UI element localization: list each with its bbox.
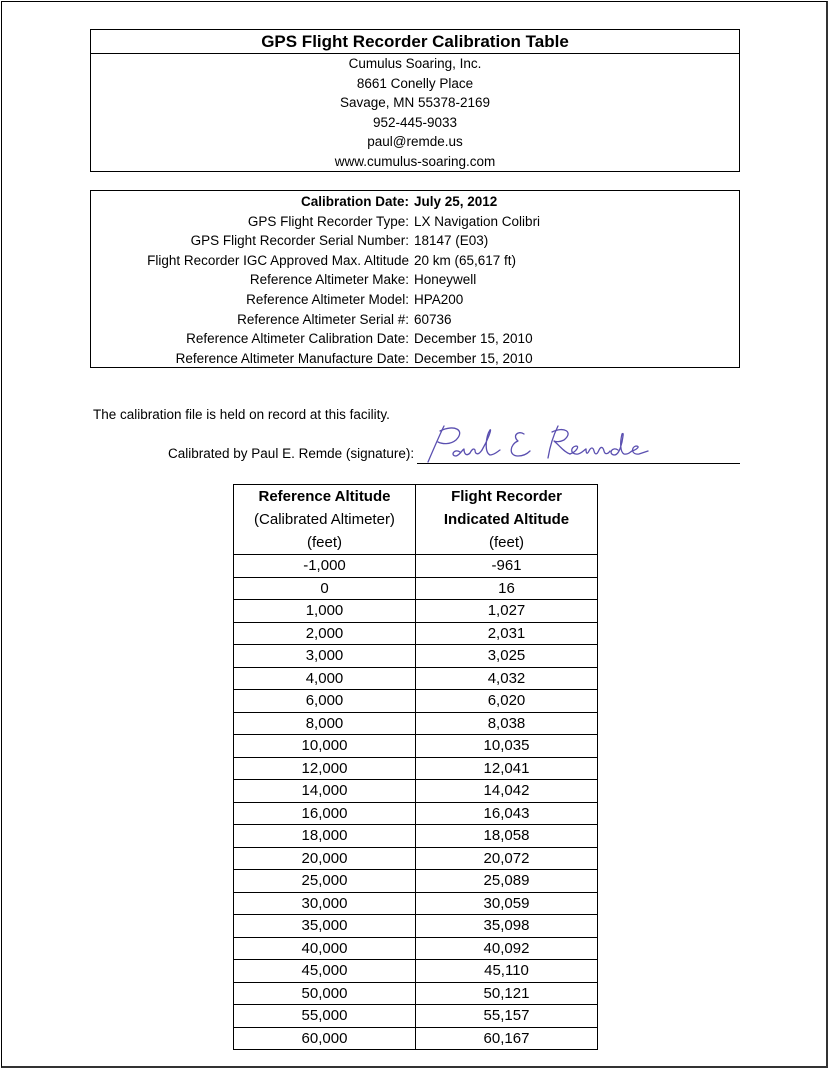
reference-altitude-cell: 35,000 (234, 915, 416, 938)
table-row (234, 847, 598, 870)
reference-altitude-cell: 8,000 (234, 712, 416, 735)
column-header-indicated-altitude (416, 485, 598, 555)
detail-label: Reference Altimeter Model: (246, 291, 409, 307)
table-row (234, 577, 598, 600)
table-row (234, 600, 598, 623)
table-row (234, 622, 598, 645)
indicated-altitude-cell: 30,059 (416, 892, 598, 915)
detail-label: Flight Recorder IGC Approved Max. Altitude (147, 252, 409, 268)
table-row (234, 892, 598, 915)
reference-altitude-cell: -1,000 (234, 555, 416, 578)
column-header-line: (feet) (306, 534, 342, 551)
table-row (234, 1005, 598, 1028)
detail-value: HPA200 (414, 291, 464, 307)
reference-altitude-cell: 20,000 (234, 847, 416, 870)
reference-altitude-cell: 12,000 (234, 757, 416, 780)
detail-row-altimeter-manufacture-date (91, 349, 739, 369)
reference-altitude-cell: 16,000 (234, 802, 416, 825)
table-row (234, 1027, 598, 1050)
detail-value: December 15, 2010 (414, 331, 533, 347)
record-note: The calibration file is held on record at this facility. (93, 407, 390, 422)
reference-altitude-cell: 2,000 (234, 622, 416, 645)
company-street: 8661 Conelly Place (356, 75, 474, 91)
indicated-altitude-cell: 6,020 (416, 690, 598, 713)
company-city: Savage, MN 55378-2169 (339, 95, 491, 111)
reference-altitude-cell: 50,000 (234, 982, 416, 1005)
indicated-altitude-cell: 50,121 (416, 982, 598, 1005)
document-title: GPS Flight Recorder Calibration Table (91, 30, 739, 54)
reference-altitude-cell: 18,000 (234, 825, 416, 848)
table-row (234, 870, 598, 893)
company-phone: 952-445-9033 (372, 114, 458, 130)
reference-altitude-cell: 3,000 (234, 645, 416, 668)
detail-row-recorder-type (91, 212, 739, 232)
table-header-row (234, 485, 598, 555)
indicated-altitude-cell: 3,025 (416, 645, 598, 668)
reference-altitude-cell: 25,000 (234, 870, 416, 893)
reference-altitude-cell: 10,000 (234, 735, 416, 758)
detail-value: July 25, 2012 (414, 194, 498, 209)
table-row (234, 667, 598, 690)
detail-value: 18147 (E03) (414, 233, 489, 249)
detail-row-altimeter-make (91, 270, 739, 290)
indicated-altitude-cell: 40,092 (416, 937, 598, 960)
detail-label: Reference Altimeter Serial #: (237, 311, 409, 327)
table-row (234, 555, 598, 578)
detail-row-max-altitude (91, 251, 739, 271)
indicated-altitude-cell: 18,058 (416, 825, 598, 848)
table-row (234, 712, 598, 735)
indicated-altitude-cell: 45,110 (416, 960, 598, 983)
reference-altitude-cell: 55,000 (234, 1005, 416, 1028)
detail-value: Honeywell (414, 272, 477, 288)
indicated-altitude-cell: 4,032 (416, 667, 598, 690)
column-header-line: (feet) (488, 534, 524, 551)
detail-value: 20 km (65,617 ft) (414, 252, 517, 268)
signature-label: Calibrated by Paul E. Remde (signature): (168, 446, 415, 461)
calibration-table (233, 484, 598, 1050)
column-header-line: (Calibrated Altimeter) (254, 511, 395, 528)
table-row (234, 802, 598, 825)
reference-altitude-cell: 45,000 (234, 960, 416, 983)
indicated-altitude-cell: 25,089 (416, 870, 598, 893)
table-row (234, 690, 598, 713)
table-row (234, 735, 598, 758)
column-header-line: Flight Recorder (451, 488, 562, 505)
table-row (234, 825, 598, 848)
detail-row-altimeter-serial (91, 310, 739, 330)
indicated-altitude-cell: 35,098 (416, 915, 598, 938)
company-name: Cumulus Soaring, Inc. (348, 56, 482, 71)
indicated-altitude-cell: 8,038 (416, 712, 598, 735)
indicated-altitude-cell: 55,157 (416, 1005, 598, 1028)
detail-row-altimeter-calibration-date (91, 329, 739, 349)
reference-altitude-cell: 1,000 (234, 600, 416, 623)
handwritten-signature (420, 422, 650, 464)
indicated-altitude-cell: 12,041 (416, 757, 598, 780)
reference-altitude-cell: 6,000 (234, 690, 416, 713)
table-row (234, 915, 598, 938)
indicated-altitude-cell: 16,043 (416, 802, 598, 825)
calibration-details-box (90, 190, 740, 368)
reference-altitude-cell: 4,000 (234, 667, 416, 690)
detail-label: Reference Altimeter Make: (249, 272, 409, 288)
table-row (234, 780, 598, 803)
column-header-line: Indicated Altitude (443, 511, 570, 528)
calibration-table-body (234, 555, 598, 1050)
detail-value: LX Navigation Colibri (414, 213, 541, 229)
detail-row-altimeter-model (91, 290, 739, 310)
reference-altitude-cell: 0 (234, 577, 416, 600)
reference-altitude-cell: 14,000 (234, 780, 416, 803)
table-row (234, 937, 598, 960)
table-row (234, 645, 598, 668)
detail-label: Reference Altimeter Calibration Date: (186, 331, 409, 347)
indicated-altitude-cell: 1,027 (416, 600, 598, 623)
reference-altitude-cell: 40,000 (234, 937, 416, 960)
detail-row-serial-number (91, 231, 739, 251)
table-row (234, 757, 598, 780)
table-row (234, 960, 598, 983)
detail-row-calibration-date (91, 192, 739, 212)
reference-altitude-cell: 30,000 (234, 892, 416, 915)
indicated-altitude-cell: 20,072 (416, 847, 598, 870)
company-header-box (90, 29, 740, 172)
column-header-line: Reference Altitude (258, 488, 391, 505)
indicated-altitude-cell: 2,031 (416, 622, 598, 645)
detail-label: GPS Flight Recorder Type: (247, 213, 409, 229)
indicated-altitude-cell: 60,167 (416, 1027, 598, 1050)
indicated-altitude-cell: 14,042 (416, 780, 598, 803)
detail-label: Calibration Date: (300, 194, 409, 209)
company-website: www.cumulus-soaring.com (334, 153, 496, 169)
column-header-reference-altitude (234, 485, 416, 555)
signature-line (417, 463, 740, 464)
company-email: paul@remde.us (367, 134, 463, 150)
indicated-altitude-cell: -961 (416, 555, 598, 578)
detail-value: December 15, 2010 (414, 350, 533, 366)
detail-value: 60736 (414, 311, 452, 327)
reference-altitude-cell: 60,000 (234, 1027, 416, 1050)
indicated-altitude-cell: 16 (416, 577, 598, 600)
table-row (234, 982, 598, 1005)
indicated-altitude-cell: 10,035 (416, 735, 598, 758)
detail-label: GPS Flight Recorder Serial Number: (190, 233, 409, 249)
detail-label: Reference Altimeter Manufacture Date: (175, 350, 409, 366)
